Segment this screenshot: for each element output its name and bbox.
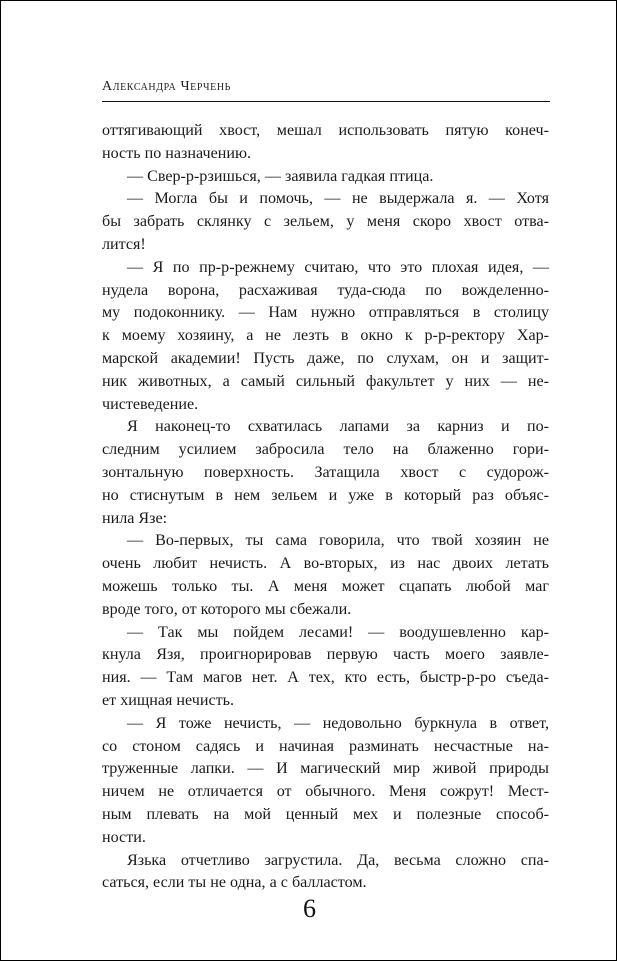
header-rule [102, 101, 550, 102]
text-line: марской академии! Пусть даже, по слухам, он и защит- [102, 349, 549, 367]
body-text [102, 120, 549, 895]
running-header-author: Александра Черчень [102, 79, 232, 94]
text-line: ет хищная нечисть. [102, 691, 235, 709]
text-line: ничем не отличается от обычного. Меня сожрут! Мест- [102, 783, 549, 801]
text-line: кнула Язя, проигнорировав первую часть моего заявле- [102, 646, 549, 664]
text-line: ность по назначению. [102, 144, 252, 162]
text-line: но стиснутым в нем зельем и уже в который раз объяс- [102, 486, 549, 504]
text-line: саться, если ты не одна, а с балластом. [102, 874, 367, 892]
text-line: му подоконнику. — Нам нужно отправляться в столицу [102, 304, 549, 322]
text-line: Язька отчетливо загрустила. Да, весьма сложно спа- [127, 851, 549, 869]
text-line: следним усилием забросила тело на блаженно гори- [102, 441, 549, 459]
text-line: — Я тоже нечисть, — недовольно буркнула в ответ, [127, 714, 549, 732]
text-line: — Так мы пойдем лесами! — воодушевленно кар- [127, 623, 549, 641]
text-line: нила Язе: [102, 509, 168, 527]
text-line: — Я по пр-р-режнему считаю, что это плохая идея, — [127, 258, 549, 276]
text-line: ным плевать на мой ценный мех и полезные способ- [102, 805, 549, 823]
text-line: ности. [102, 828, 146, 846]
text-line: лится! [102, 235, 146, 253]
text-line: к моему хозяину, а не лезть в окно к р-р-ректору Хар- [102, 327, 549, 345]
text-line: вроде того, от которого мы сбежали. [102, 600, 352, 618]
text-line: — Во-первых, ты сама говорила, что твой хозяин не [127, 532, 549, 550]
text-line: труженные лапки. — И магический мир живой природы [102, 760, 549, 778]
text-line: — Могла бы и помочь, — не выдержала я. — Хотя [127, 190, 549, 208]
text-line: бы забрать склянку с зельем, у меня скоро хвост отва- [102, 213, 549, 231]
text-line: очень любит нечисть. А во-вторых, из нас двоих летать [102, 555, 549, 573]
text-line: — Свер-р-рзишься, — заявила гадкая птица. [127, 167, 434, 185]
text-line: оттягивающий хвост, мешал использовать пятую конеч- [102, 122, 549, 139]
text-line: нудела ворона, расхаживая туда-сюда по вожделенно- [102, 281, 549, 299]
text-line: ния. — Там магов нет. А тех, кто есть, быстр-р-ро съеда- [102, 669, 549, 687]
text-line: можешь только ты. А меня может сцапать любой маг [102, 577, 549, 595]
text-line: Я наконец-то схватилась лапами за карниз и по- [127, 418, 549, 436]
text-line: чистеведение. [102, 395, 199, 413]
text-line: со стоном садясь и начиная разминать несчастные на- [102, 737, 549, 755]
page-number: 6 [303, 894, 316, 923]
text-line: ник животных, а самый сильный факультет у них — не- [102, 372, 549, 390]
text-line: зонтальную поверхность. Затащила хвост с судорож- [102, 463, 549, 481]
